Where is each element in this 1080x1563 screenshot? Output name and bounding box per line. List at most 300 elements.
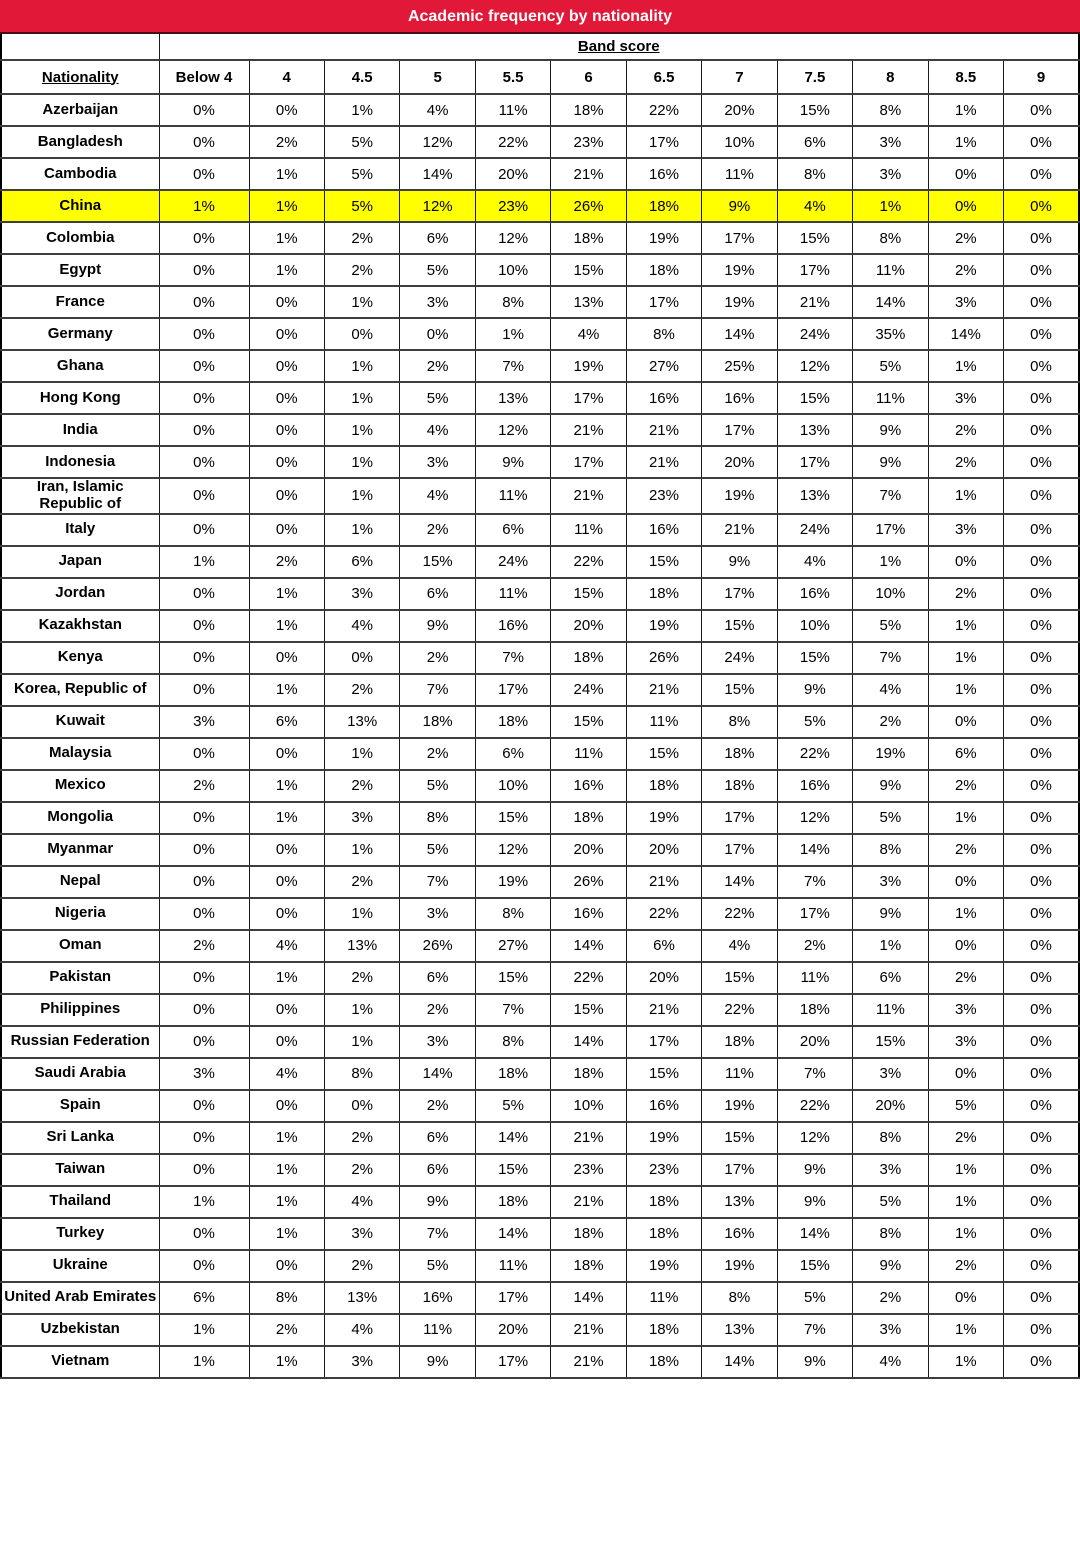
value-cell: 1%: [928, 1218, 1003, 1250]
value-cell: 5%: [400, 1250, 475, 1282]
value-cell: 9%: [853, 1250, 928, 1282]
value-cell: 15%: [702, 610, 777, 642]
table-row: [1, 158, 1079, 190]
nationality-cell: Ukraine: [1, 1250, 159, 1282]
value-cell: 27%: [626, 350, 701, 382]
value-cell: 10%: [702, 126, 777, 158]
value-cell: 3%: [324, 1346, 399, 1378]
value-cell: 0%: [1004, 126, 1079, 158]
table-row: [1, 382, 1079, 414]
value-cell: 0%: [159, 94, 249, 126]
value-cell: 15%: [777, 222, 852, 254]
value-cell: 0%: [249, 642, 324, 674]
band-column-header: 6.5: [626, 60, 701, 94]
value-cell: 0%: [249, 478, 324, 514]
value-cell: 18%: [626, 1346, 701, 1378]
nationality-cell: Mexico: [1, 770, 159, 802]
value-cell: 1%: [928, 1346, 1003, 1378]
value-cell: 2%: [324, 222, 399, 254]
value-cell: 9%: [475, 446, 550, 478]
nationality-cell: Saudi Arabia: [1, 1058, 159, 1090]
nationality-cell: India: [1, 414, 159, 446]
value-cell: 3%: [853, 126, 928, 158]
value-cell: 3%: [400, 286, 475, 318]
value-cell: 14%: [777, 1218, 852, 1250]
nationality-cell: Nepal: [1, 866, 159, 898]
value-cell: 0%: [159, 478, 249, 514]
value-cell: 2%: [400, 514, 475, 546]
table-row: [1, 738, 1079, 770]
value-cell: 1%: [928, 610, 1003, 642]
value-cell: 11%: [853, 382, 928, 414]
value-cell: 0%: [249, 994, 324, 1026]
value-cell: 21%: [551, 1122, 626, 1154]
value-cell: 0%: [1004, 286, 1079, 318]
value-cell: 2%: [324, 962, 399, 994]
value-cell: 20%: [551, 610, 626, 642]
value-cell: 1%: [249, 1186, 324, 1218]
value-cell: 18%: [626, 770, 701, 802]
value-cell: 1%: [928, 94, 1003, 126]
nationality-cell: Jordan: [1, 578, 159, 610]
value-cell: 0%: [249, 866, 324, 898]
value-cell: 17%: [777, 446, 852, 478]
value-cell: 20%: [702, 446, 777, 478]
value-cell: 23%: [626, 478, 701, 514]
table-row: [1, 318, 1079, 350]
value-cell: 2%: [400, 350, 475, 382]
value-cell: 9%: [702, 546, 777, 578]
value-cell: 22%: [626, 898, 701, 930]
table-row: [1, 994, 1079, 1026]
value-cell: 0%: [1004, 254, 1079, 286]
value-cell: 19%: [853, 738, 928, 770]
value-cell: 11%: [777, 962, 852, 994]
value-cell: 0%: [1004, 674, 1079, 706]
value-cell: 2%: [324, 674, 399, 706]
value-cell: 1%: [928, 674, 1003, 706]
band-column-header: 6: [551, 60, 626, 94]
table-row: [1, 1218, 1079, 1250]
nationality-cell: Ghana: [1, 350, 159, 382]
nationality-cell: Vietnam: [1, 1346, 159, 1378]
value-cell: 19%: [626, 1122, 701, 1154]
value-cell: 3%: [400, 1026, 475, 1058]
value-cell: 8%: [400, 802, 475, 834]
value-cell: 0%: [159, 1026, 249, 1058]
value-cell: 6%: [928, 738, 1003, 770]
value-cell: 12%: [475, 414, 550, 446]
value-cell: 18%: [626, 1186, 701, 1218]
value-cell: 0%: [1004, 898, 1079, 930]
value-cell: 21%: [626, 866, 701, 898]
table-row: [1, 1122, 1079, 1154]
value-cell: 0%: [159, 1218, 249, 1250]
value-cell: 0%: [928, 546, 1003, 578]
nationality-cell: Nigeria: [1, 898, 159, 930]
value-cell: 0%: [928, 190, 1003, 222]
value-cell: 16%: [551, 770, 626, 802]
value-cell: 15%: [551, 578, 626, 610]
table-row: [1, 1346, 1079, 1378]
value-cell: 14%: [551, 1026, 626, 1058]
value-cell: 9%: [853, 414, 928, 446]
value-cell: 9%: [853, 770, 928, 802]
value-cell: 1%: [928, 1186, 1003, 1218]
nationality-cell: Iran, Islamic Republic of: [1, 478, 159, 514]
value-cell: 17%: [626, 126, 701, 158]
value-cell: 7%: [853, 642, 928, 674]
value-cell: 21%: [551, 158, 626, 190]
nationality-cell: Indonesia: [1, 446, 159, 478]
value-cell: 2%: [324, 1250, 399, 1282]
band-column-header: 5: [400, 60, 475, 94]
value-cell: 5%: [475, 1090, 550, 1122]
value-cell: 0%: [1004, 1026, 1079, 1058]
table-row: [1, 350, 1079, 382]
nationality-cell: Germany: [1, 318, 159, 350]
value-cell: 22%: [551, 546, 626, 578]
value-cell: 18%: [626, 254, 701, 286]
value-cell: 1%: [324, 286, 399, 318]
value-cell: 8%: [475, 1026, 550, 1058]
value-cell: 9%: [853, 898, 928, 930]
value-cell: 4%: [324, 610, 399, 642]
value-cell: 15%: [475, 1154, 550, 1186]
value-cell: 7%: [777, 1314, 852, 1346]
value-cell: 1%: [159, 1314, 249, 1346]
value-cell: 24%: [702, 642, 777, 674]
value-cell: 13%: [551, 286, 626, 318]
value-cell: 26%: [626, 642, 701, 674]
value-cell: 15%: [702, 1122, 777, 1154]
table-row: [1, 1314, 1079, 1346]
table-row: [1, 446, 1079, 478]
value-cell: 24%: [777, 318, 852, 350]
value-cell: 15%: [777, 1250, 852, 1282]
band-column-header: 5.5: [475, 60, 550, 94]
value-cell: 5%: [853, 802, 928, 834]
value-cell: 10%: [777, 610, 852, 642]
value-cell: 0%: [159, 286, 249, 318]
value-cell: 0%: [1004, 578, 1079, 610]
nationality-header: Nationality: [1, 60, 159, 94]
nationality-cell: Azerbaijan: [1, 94, 159, 126]
value-cell: 13%: [475, 382, 550, 414]
value-cell: 18%: [626, 578, 701, 610]
table-row: [1, 190, 1079, 222]
value-cell: 5%: [853, 350, 928, 382]
value-cell: 1%: [249, 1218, 324, 1250]
value-cell: 0%: [159, 962, 249, 994]
value-cell: 0%: [1004, 446, 1079, 478]
value-cell: 0%: [1004, 706, 1079, 738]
value-cell: 8%: [853, 1218, 928, 1250]
value-cell: 0%: [1004, 1218, 1079, 1250]
value-cell: 0%: [159, 318, 249, 350]
value-cell: 17%: [626, 1026, 701, 1058]
nationality-cell: Colombia: [1, 222, 159, 254]
nationality-cell: Mongolia: [1, 802, 159, 834]
value-cell: 6%: [475, 738, 550, 770]
table-row: [1, 1026, 1079, 1058]
value-cell: 9%: [777, 674, 852, 706]
value-cell: 11%: [702, 158, 777, 190]
value-cell: 16%: [777, 578, 852, 610]
value-cell: 22%: [475, 126, 550, 158]
value-cell: 0%: [1004, 930, 1079, 962]
value-cell: 4%: [400, 478, 475, 514]
table-row: [1, 1250, 1079, 1282]
value-cell: 22%: [626, 94, 701, 126]
value-cell: 8%: [702, 706, 777, 738]
value-cell: 3%: [928, 994, 1003, 1026]
value-cell: 14%: [551, 930, 626, 962]
value-cell: 17%: [777, 898, 852, 930]
value-cell: 3%: [400, 446, 475, 478]
value-cell: 1%: [249, 674, 324, 706]
value-cell: 0%: [159, 802, 249, 834]
value-cell: 18%: [475, 706, 550, 738]
value-cell: 0%: [249, 414, 324, 446]
value-cell: 13%: [324, 706, 399, 738]
value-cell: 18%: [626, 190, 701, 222]
value-cell: 8%: [702, 1282, 777, 1314]
value-cell: 1%: [249, 802, 324, 834]
value-cell: 25%: [702, 350, 777, 382]
value-cell: 2%: [928, 254, 1003, 286]
value-cell: 1%: [324, 898, 399, 930]
value-cell: 2%: [928, 222, 1003, 254]
value-cell: 19%: [702, 254, 777, 286]
value-cell: 18%: [475, 1186, 550, 1218]
value-cell: 0%: [159, 994, 249, 1026]
value-cell: 20%: [626, 962, 701, 994]
value-cell: 0%: [249, 514, 324, 546]
band-column-header: 9: [1004, 60, 1079, 94]
value-cell: 0%: [159, 350, 249, 382]
value-cell: 0%: [249, 94, 324, 126]
value-cell: 0%: [1004, 318, 1079, 350]
value-cell: 2%: [928, 578, 1003, 610]
value-cell: 17%: [475, 674, 550, 706]
value-cell: 0%: [1004, 1154, 1079, 1186]
value-cell: 2%: [324, 254, 399, 286]
value-cell: 18%: [551, 94, 626, 126]
table-row: [1, 126, 1079, 158]
value-cell: 15%: [551, 994, 626, 1026]
value-cell: 2%: [400, 1090, 475, 1122]
value-cell: 0%: [1004, 1250, 1079, 1282]
value-cell: 0%: [1004, 1122, 1079, 1154]
value-cell: 5%: [777, 1282, 852, 1314]
value-cell: 22%: [551, 962, 626, 994]
value-cell: 10%: [475, 770, 550, 802]
table-row: [1, 1186, 1079, 1218]
value-cell: 0%: [159, 446, 249, 478]
value-cell: 15%: [475, 962, 550, 994]
table-row: [1, 546, 1079, 578]
value-cell: 1%: [324, 94, 399, 126]
table-row: [1, 962, 1079, 994]
value-cell: 2%: [400, 994, 475, 1026]
value-cell: 0%: [159, 610, 249, 642]
value-cell: 21%: [626, 994, 701, 1026]
value-cell: 0%: [1004, 222, 1079, 254]
value-cell: 6%: [400, 1154, 475, 1186]
value-cell: 14%: [928, 318, 1003, 350]
value-cell: 5%: [400, 770, 475, 802]
nationality-cell: Spain: [1, 1090, 159, 1122]
value-cell: 2%: [159, 930, 249, 962]
value-cell: 9%: [777, 1346, 852, 1378]
value-cell: 0%: [1004, 350, 1079, 382]
value-cell: 1%: [928, 802, 1003, 834]
value-cell: 21%: [551, 1186, 626, 1218]
value-cell: 22%: [702, 994, 777, 1026]
value-cell: 11%: [475, 478, 550, 514]
value-cell: 0%: [928, 930, 1003, 962]
value-cell: 23%: [626, 1154, 701, 1186]
value-cell: 0%: [249, 1250, 324, 1282]
nationality-cell: Egypt: [1, 254, 159, 286]
value-cell: 0%: [928, 1058, 1003, 1090]
band-column-header: 7.5: [777, 60, 852, 94]
value-cell: 21%: [626, 446, 701, 478]
value-cell: 2%: [853, 706, 928, 738]
value-cell: 11%: [475, 578, 550, 610]
value-cell: 4%: [777, 546, 852, 578]
value-cell: 13%: [702, 1314, 777, 1346]
value-cell: 17%: [702, 802, 777, 834]
value-cell: 22%: [777, 1090, 852, 1122]
value-cell: 9%: [853, 446, 928, 478]
table-row: [1, 674, 1079, 706]
value-cell: 1%: [249, 770, 324, 802]
table-row: [1, 286, 1079, 318]
value-cell: 0%: [1004, 94, 1079, 126]
value-cell: 17%: [702, 222, 777, 254]
value-cell: 6%: [324, 546, 399, 578]
value-cell: 15%: [626, 1058, 701, 1090]
value-cell: 3%: [853, 1314, 928, 1346]
value-cell: 15%: [551, 706, 626, 738]
value-cell: 13%: [777, 478, 852, 514]
value-cell: 17%: [475, 1282, 550, 1314]
value-cell: 15%: [626, 738, 701, 770]
value-cell: 2%: [853, 1282, 928, 1314]
value-cell: 16%: [475, 610, 550, 642]
value-cell: 21%: [551, 1346, 626, 1378]
value-cell: 9%: [400, 1186, 475, 1218]
value-cell: 15%: [853, 1026, 928, 1058]
value-cell: 21%: [702, 514, 777, 546]
value-cell: 2%: [159, 770, 249, 802]
nationality-cell: Kenya: [1, 642, 159, 674]
value-cell: 1%: [324, 514, 399, 546]
value-cell: 11%: [551, 738, 626, 770]
value-cell: 20%: [551, 834, 626, 866]
value-cell: 26%: [551, 866, 626, 898]
value-cell: 20%: [777, 1026, 852, 1058]
value-cell: 7%: [475, 994, 550, 1026]
value-cell: 8%: [777, 158, 852, 190]
table-row: [1, 1282, 1079, 1314]
value-cell: 8%: [853, 834, 928, 866]
value-cell: 0%: [1004, 1186, 1079, 1218]
value-cell: 7%: [400, 866, 475, 898]
value-cell: 3%: [853, 1058, 928, 1090]
value-cell: 14%: [702, 1346, 777, 1378]
value-cell: 1%: [928, 642, 1003, 674]
value-cell: 6%: [400, 578, 475, 610]
value-cell: 22%: [702, 898, 777, 930]
value-cell: 1%: [249, 222, 324, 254]
table-row: [1, 930, 1079, 962]
value-cell: 3%: [928, 1026, 1003, 1058]
value-cell: 0%: [1004, 1282, 1079, 1314]
nationality-cell: Hong Kong: [1, 382, 159, 414]
value-cell: 1%: [853, 930, 928, 962]
value-cell: 15%: [400, 546, 475, 578]
value-cell: 1%: [928, 1154, 1003, 1186]
value-cell: 1%: [853, 190, 928, 222]
table-row: [1, 610, 1079, 642]
band-column-header: 8.5: [928, 60, 1003, 94]
value-cell: 0%: [159, 414, 249, 446]
value-cell: 20%: [702, 94, 777, 126]
value-cell: 0%: [249, 382, 324, 414]
value-cell: 17%: [702, 578, 777, 610]
value-cell: 0%: [159, 578, 249, 610]
value-cell: 0%: [159, 1122, 249, 1154]
value-cell: 9%: [400, 1346, 475, 1378]
value-cell: 23%: [475, 190, 550, 222]
value-cell: 16%: [626, 1090, 701, 1122]
value-cell: 0%: [159, 738, 249, 770]
value-cell: 19%: [702, 1090, 777, 1122]
value-cell: 5%: [777, 706, 852, 738]
value-cell: 1%: [249, 1154, 324, 1186]
table-row: [1, 578, 1079, 610]
nationality-cell: Myanmar: [1, 834, 159, 866]
band-score-row: [1, 33, 1079, 60]
value-cell: 15%: [777, 94, 852, 126]
value-cell: 5%: [324, 158, 399, 190]
value-cell: 14%: [400, 158, 475, 190]
band-column-header: 4: [249, 60, 324, 94]
value-cell: 3%: [928, 514, 1003, 546]
value-cell: 0%: [928, 1282, 1003, 1314]
value-cell: 35%: [853, 318, 928, 350]
value-cell: 1%: [249, 190, 324, 222]
value-cell: 6%: [249, 706, 324, 738]
table-row: [1, 1154, 1079, 1186]
value-cell: 1%: [928, 350, 1003, 382]
value-cell: 1%: [249, 254, 324, 286]
value-cell: 0%: [249, 350, 324, 382]
value-cell: 0%: [159, 382, 249, 414]
table-row: [1, 802, 1079, 834]
value-cell: 12%: [400, 190, 475, 222]
value-cell: 17%: [551, 382, 626, 414]
value-cell: 2%: [249, 1314, 324, 1346]
value-cell: 10%: [551, 1090, 626, 1122]
value-cell: 2%: [928, 770, 1003, 802]
value-cell: 18%: [702, 738, 777, 770]
value-cell: 0%: [1004, 802, 1079, 834]
value-cell: 3%: [324, 1218, 399, 1250]
